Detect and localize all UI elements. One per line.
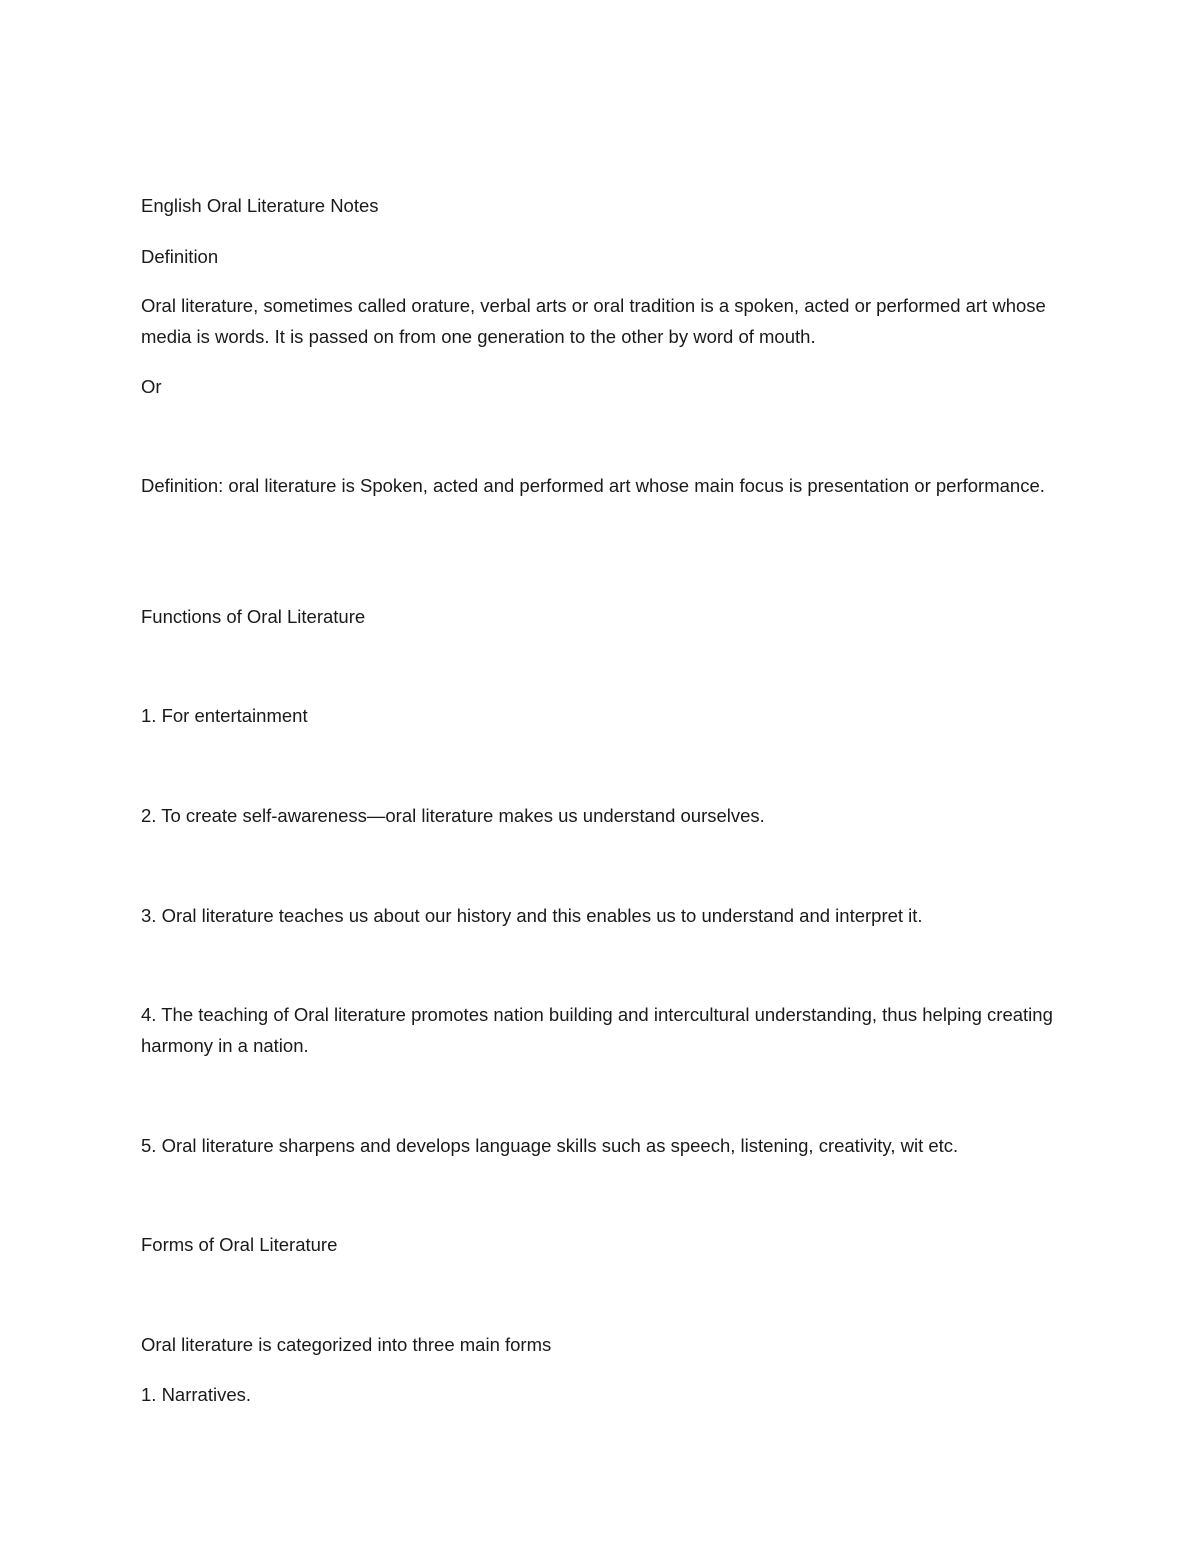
definition-2-paragraph: Definition: oral literature is Spoken, acted and performed art whose main focus is presentation or performance. bbox=[141, 475, 1045, 496]
function-item-3: 3. Oral literature teaches us about our history and this enables us to understand and interpret it. bbox=[141, 905, 923, 926]
function-item-2: 2. To create self-awareness—oral literature makes us understand ourselves. bbox=[141, 805, 765, 826]
forms-heading: Forms of Oral Literature bbox=[141, 1234, 338, 1255]
function-item-5: 5. Oral literature sharpens and develops language skills such as speech, listening, creativity, wit etc. bbox=[141, 1135, 959, 1156]
function-item-1: 1. For entertainment bbox=[141, 705, 308, 726]
document-title: English Oral Literature Notes bbox=[141, 195, 379, 216]
functions-heading: Functions of Oral Literature bbox=[141, 606, 366, 627]
definition-heading: Definition bbox=[141, 246, 219, 267]
form-item-1: 1. Narratives. bbox=[141, 1384, 252, 1405]
definition-paragraph: Oral literature, sometimes called orature, verbal arts or oral tradition is a spoken, acted or performed art whose media is words. It is passed on from one generation to the other by word of mouth. bbox=[141, 295, 1046, 347]
function-item-4: 4. The teaching of Oral literature promotes nation building and intercultural understanding, thus helping creating harmony in a nation. bbox=[141, 1004, 1053, 1056]
forms-intro: Oral literature is categorized into three main forms bbox=[141, 1334, 552, 1355]
or-text: Or bbox=[141, 376, 162, 397]
